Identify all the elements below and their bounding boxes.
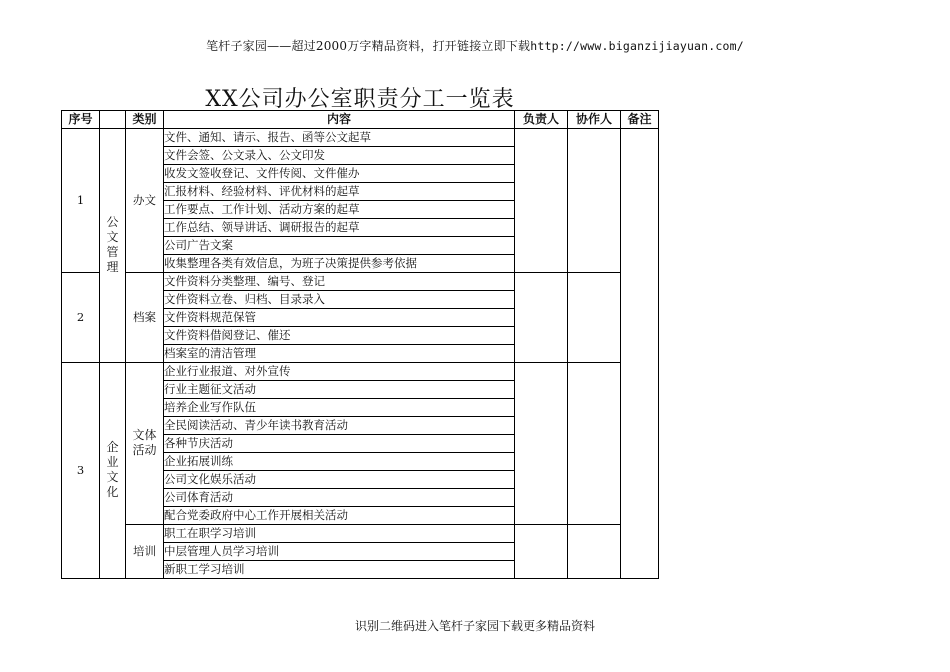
seq-cell: 3 [62,363,100,579]
content-cell: 职工在职学习培训 [164,525,515,543]
content-cell: 收发文签收登记、文件传阅、文件催办 [164,165,515,183]
content-cell: 培养企业写作队伍 [164,399,515,417]
owner-cell [515,525,568,579]
owner-cell [515,129,568,273]
content-cell: 文件会签、公文录入、公文印发 [164,147,515,165]
col-header-category: 类别 [126,111,164,129]
subcategory-label: 文体活动 [132,428,157,457]
col-header-seq: 序号 [62,111,100,129]
content-cell: 工作要点、工作计划、活动方案的起草 [164,201,515,219]
category-cell [100,363,126,579]
category-label: 公文管理 [106,215,119,274]
page-header [0,37,950,54]
content-cell: 全民阅读活动、青少年读书教育活动 [164,417,515,435]
table-header-row [62,111,659,129]
table-row [62,363,659,381]
assistant-cell [568,273,621,363]
content-cell: 文件资料规范保管 [164,309,515,327]
content-cell: 档案室的清洁管理 [164,345,515,363]
content-cell: 公司广告文案 [164,237,515,255]
duty-table [61,110,659,579]
content-cell: 文件资料借阅登记、催还 [164,327,515,345]
content-cell: 配合党委政府中心工作开展相关活动 [164,507,515,525]
table-row [62,129,659,147]
subcategory-cell: 档案 [126,273,164,363]
content-cell: 汇报材料、经验材料、评优材料的起草 [164,183,515,201]
content-cell: 中层管理人员学习培训 [164,543,515,561]
content-cell: 企业拓展训练 [164,453,515,471]
table-row [62,273,659,291]
col-header-blank [100,111,126,129]
remark-cell [621,129,659,579]
content-cell: 各种节庆活动 [164,435,515,453]
owner-cell [515,363,568,525]
seq-cell: 1 [62,129,100,273]
subcategory-cell [126,363,164,525]
subcategory-cell: 办文 [126,129,164,273]
category-cell [100,129,126,363]
content-cell: 文件、通知、请示、报告、函等公文起草 [164,129,515,147]
page-footer: 识别二维码进入笔杆子家园下载更多精品资料 [354,619,595,633]
col-header-assistant: 协作人 [568,111,621,129]
header-text: 笔杆子家园——超过2000万字精品资料，打开链接立即下载 [206,39,531,53]
content-cell: 企业行业报道、对外宣传 [164,363,515,381]
content-cell: 行业主题征文活动 [164,381,515,399]
col-header-remark: 备注 [621,111,659,129]
content-cell: 收集整理各类有效信息，为班子决策提供参考依据 [164,255,515,273]
owner-cell [515,273,568,363]
seq-cell: 2 [62,273,100,363]
content-cell: 工作总结、领导讲话、调研报告的起草 [164,219,515,237]
content-cell: 文件资料分类整理、编号、登记 [164,273,515,291]
page-title: XX公司办公室职责分工一览表 [205,87,515,112]
assistant-cell [568,525,621,579]
assistant-cell [568,363,621,525]
table-row [62,525,659,543]
assistant-cell [568,129,621,273]
subcategory-cell: 培训 [126,525,164,579]
header-url[interactable]: http://www.biganzijiayuan.com/ [530,39,744,53]
col-header-owner: 负责人 [515,111,568,129]
category-label: 企业文化 [106,440,119,499]
col-header-content: 内容 [164,111,515,129]
content-cell: 公司文化娱乐活动 [164,471,515,489]
content-cell: 公司体育活动 [164,489,515,507]
content-cell: 文件资料立卷、归档、目录录入 [164,291,515,309]
content-cell: 新职工学习培训 [164,561,515,579]
